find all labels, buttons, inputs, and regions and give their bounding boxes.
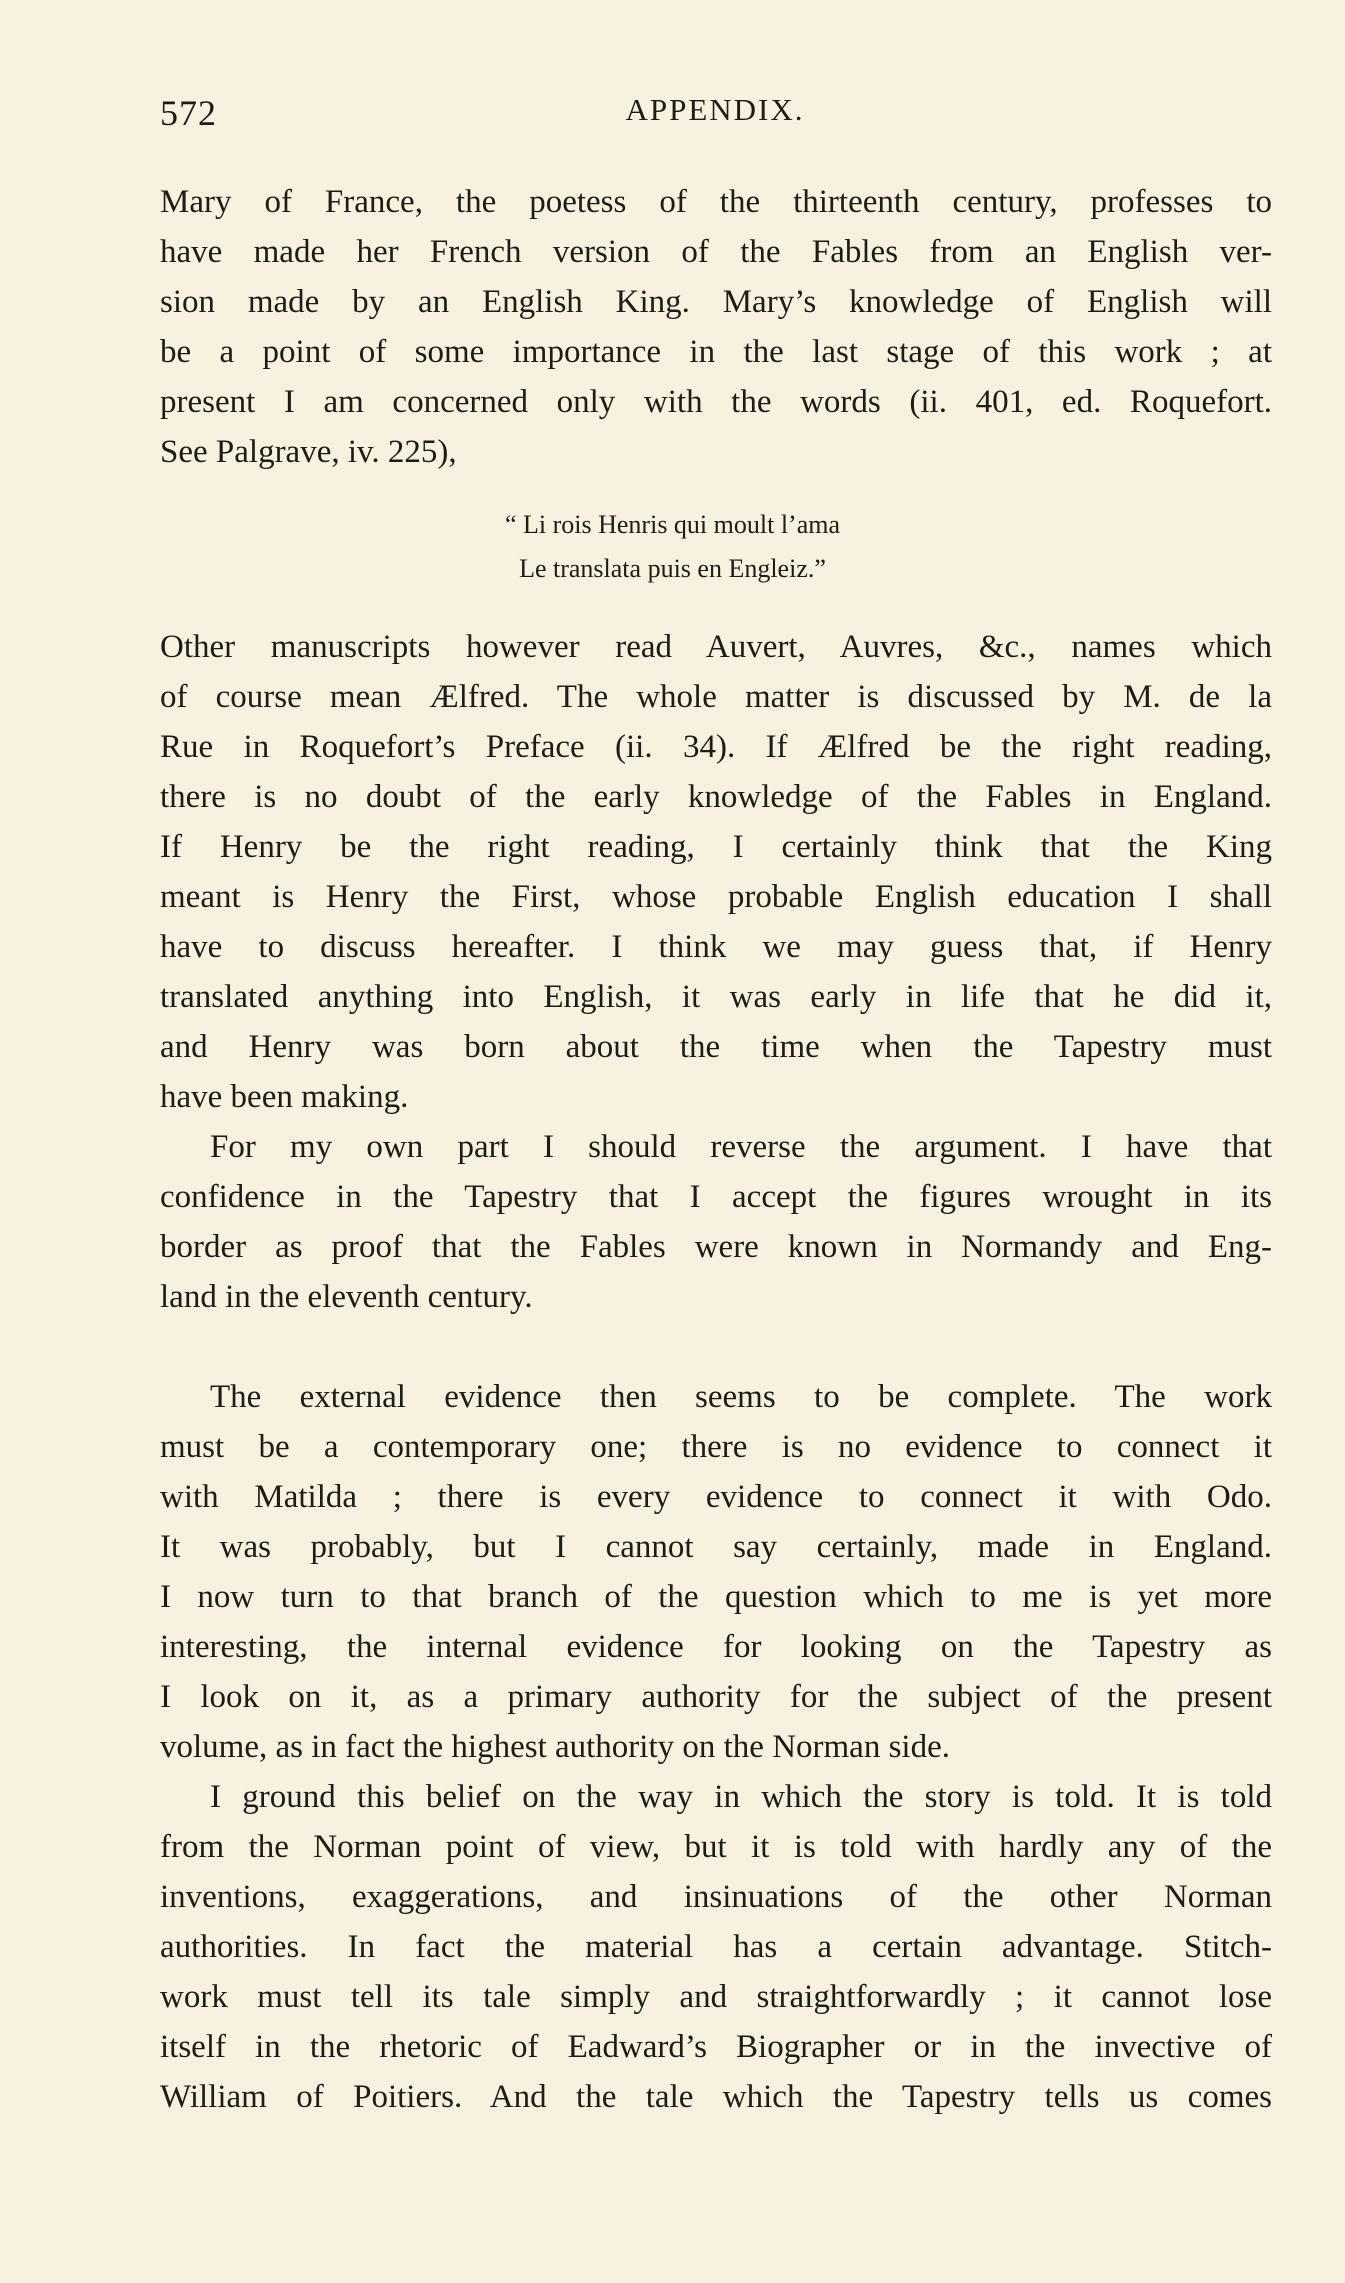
text-line: have made her French version of the Fables from an English ver- bbox=[160, 234, 1272, 270]
text-line: and Henry was born about the time when the Tapestry must bbox=[160, 1029, 1272, 1065]
text-line: It was probably, but I cannot say certainly, made in England. bbox=[160, 1529, 1272, 1565]
text-line: I look on it, as a primary authority for the subject of the present bbox=[160, 1679, 1272, 1715]
verse-quote-line: “ Li rois Henris qui moult l’ama bbox=[504, 510, 841, 539]
page-header bbox=[160, 92, 1270, 142]
text-line: meant is Henry the First, whose probable English education I shall bbox=[160, 879, 1272, 915]
text-line: I ground this belief on the way in which the story is told. It is told bbox=[210, 1779, 1272, 1815]
verse-quote-line: Le translata puis en Engleiz.” bbox=[519, 554, 826, 583]
text-line: Mary of France, the poetess of the thirteenth century, professes to bbox=[160, 184, 1272, 220]
text-line: See Palgrave, iv. 225), bbox=[160, 434, 457, 470]
text-line: Other manuscripts however read Auvert, Auvres, &c., names which bbox=[160, 629, 1272, 665]
text-line: If Henry be the right reading, I certainly think that the King bbox=[160, 829, 1272, 865]
text-line: translated anything into English, it was early in life that he did it, bbox=[160, 979, 1272, 1015]
text-line: be a point of some importance in the last stage of this work ; at bbox=[160, 334, 1272, 370]
text-line: work must tell its tale simply and straightforwardly ; it cannot lose bbox=[160, 1979, 1272, 2015]
text-line: of course mean Ælfred. The whole matter is discussed by M. de la bbox=[160, 679, 1272, 715]
text-line: there is no doubt of the early knowledge of the Fables in England. bbox=[160, 779, 1272, 815]
text-line: inventions, exaggerations, and insinuations of the other Norman bbox=[160, 1879, 1272, 1915]
text-line: present I am concerned only with the words (ii. 401, ed. Roquefort. bbox=[160, 384, 1272, 420]
text-line: For my own part I should reverse the argument. I have that bbox=[210, 1129, 1272, 1165]
text-line: land in the eleventh century. bbox=[160, 1279, 533, 1315]
text-line: The external evidence then seems to be complete. The work bbox=[210, 1379, 1272, 1415]
text-line: William of Poitiers. And the tale which the Tapestry tells us comes bbox=[160, 2079, 1272, 2115]
text-line: Rue in Roquefort’s Preface (ii. 34). If Ælfred be the right reading, bbox=[160, 729, 1272, 765]
text-line: must be a contemporary one; there is no evidence to connect it bbox=[160, 1429, 1272, 1465]
text-line: with Matilda ; there is every evidence to connect it with Odo. bbox=[160, 1479, 1272, 1515]
text-line: I now turn to that branch of the question which to me is yet more bbox=[160, 1579, 1272, 1615]
text-line: have been making. bbox=[160, 1079, 409, 1115]
text-line: confidence in the Tapestry that I accept the figures wrought in its bbox=[160, 1179, 1272, 1215]
text-line: sion made by an English King. Mary’s knowledge of English will bbox=[160, 284, 1272, 320]
running-head: APPENDIX. bbox=[625, 92, 805, 127]
text-line: have to discuss hereafter. I think we may guess that, if Henry bbox=[160, 929, 1272, 965]
text-line: authorities. In fact the material has a certain advantage. Stitch- bbox=[160, 1929, 1272, 1965]
text-line: volume, as in fact the highest authority on the Norman side. bbox=[160, 1729, 950, 1765]
page-number: 572 bbox=[160, 93, 217, 133]
text-line: from the Norman point of view, but it is told with hardly any of the bbox=[160, 1829, 1272, 1865]
text-line: interesting, the internal evidence for looking on the Tapestry as bbox=[160, 1629, 1272, 1665]
text-line: itself in the rhetoric of Eadward’s Biographer or in the invective of bbox=[160, 2029, 1272, 2065]
text-line: border as proof that the Fables were known in Normandy and Eng- bbox=[160, 1229, 1272, 1265]
